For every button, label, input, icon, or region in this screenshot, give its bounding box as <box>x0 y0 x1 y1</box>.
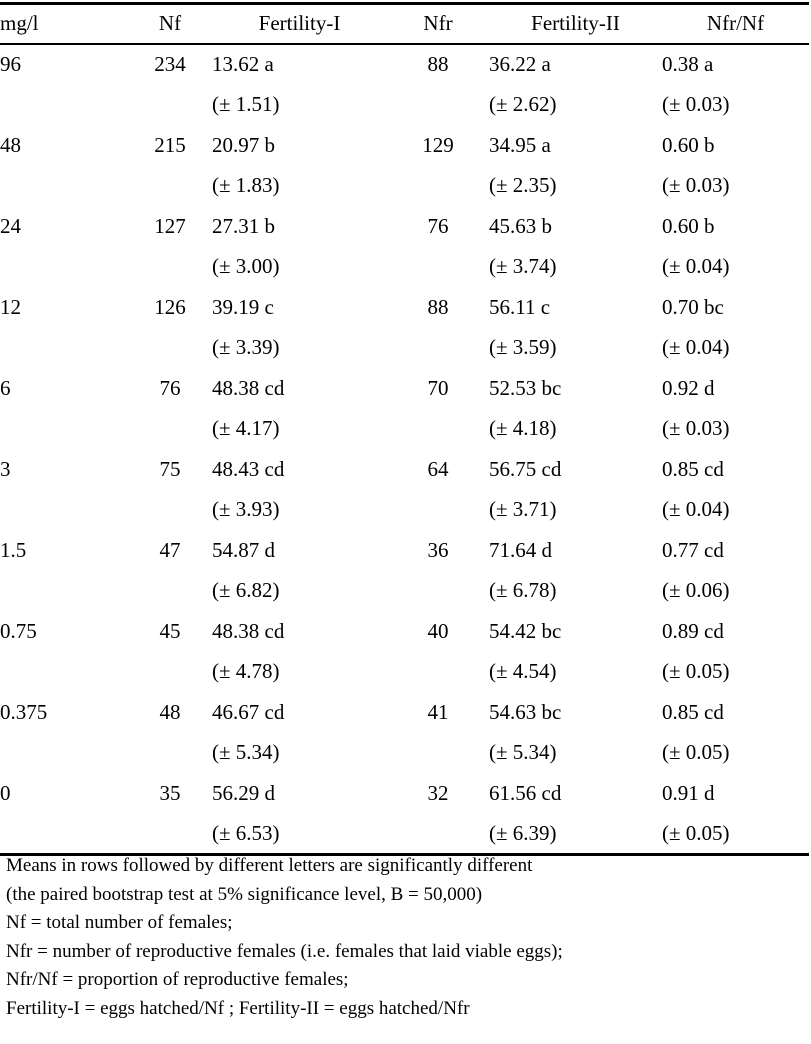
note-line: Nfr/Nf = proportion of reproductive females; <box>6 969 349 990</box>
cell-ratio-se: (± 0.03) <box>662 173 730 198</box>
cell-ratio-se: (± 0.04) <box>662 497 730 522</box>
cell-fertility-2: 36.22 a <box>489 52 551 77</box>
header-mg: mg/l <box>0 4 128 44</box>
cell-nf: 234 <box>154 52 186 77</box>
cell-fertility-2-se: (± 5.34) <box>489 740 557 765</box>
cell-fertility-1-se: (± 3.00) <box>212 254 280 279</box>
cell-empty <box>387 409 489 450</box>
note-line: Nfr = number of reproductive females (i.e. females that laid viable eggs); <box>6 940 563 962</box>
table-row-se <box>0 85 809 126</box>
cell-nfr: 36 <box>427 537 449 562</box>
cell-fertility-2: 45.63 b <box>489 213 552 238</box>
fertility-table <box>0 4 809 856</box>
cell-fertility-2: 54.63 bc <box>489 699 562 724</box>
note-line: (the paired bootstrap test at 5% significance level, B = 50,000) <box>6 883 483 905</box>
table-row <box>0 449 809 490</box>
cell-fertility-2-se: (± 3.74) <box>489 254 557 279</box>
cell-empty <box>0 85 128 126</box>
cell-empty <box>0 652 128 693</box>
cell-empty <box>387 733 489 774</box>
cell-ratio: 0.70 bc <box>662 294 724 319</box>
cell-mg: 96 <box>0 52 21 77</box>
table-row <box>0 368 809 409</box>
cell-nfr: 76 <box>427 213 449 238</box>
cell-fertility-2-se: (± 4.54) <box>489 659 557 684</box>
cell-fertility-1: 20.97 b <box>212 132 275 157</box>
cell-nf: 48 <box>159 699 181 724</box>
cell-empty <box>128 328 212 369</box>
cell-ratio-se: (± 0.05) <box>662 814 809 855</box>
cell-empty <box>387 247 489 288</box>
cell-fertility-1: 48.38 cd <box>212 618 285 643</box>
cell-empty <box>0 247 128 288</box>
cell-fertility-2: 34.95 a <box>489 132 551 157</box>
cell-empty <box>0 166 128 207</box>
header-nf: Nf <box>128 4 212 44</box>
table-notes <box>6 852 806 1023</box>
cell-mg: 0.75 <box>0 618 37 643</box>
cell-fertility-1-se: (± 6.82) <box>212 578 280 603</box>
table-row-se <box>0 490 809 531</box>
table-row <box>0 206 809 247</box>
note-line: Means in rows followed by different letters are significantly different <box>6 855 533 876</box>
cell-ratio: 0.85 cd <box>662 456 724 481</box>
table-row-se <box>0 166 809 207</box>
cell-ratio: 0.89 cd <box>662 618 724 643</box>
table-header-row <box>0 4 809 44</box>
cell-fertility-1-se: (± 4.78) <box>212 659 280 684</box>
cell-mg: 48 <box>0 132 21 157</box>
cell-nf: 76 <box>159 375 181 400</box>
cell-fertility-1: 13.62 a <box>212 52 274 77</box>
table-row <box>0 530 809 571</box>
cell-nfr: 88 <box>427 294 449 319</box>
cell-empty <box>0 733 128 774</box>
cell-fertility-2-se: (± 6.78) <box>489 578 557 603</box>
table-row-se <box>0 409 809 450</box>
cell-fertility-2-se: (± 6.39) <box>489 814 662 855</box>
cell-empty <box>128 166 212 207</box>
table-row-se <box>0 328 809 369</box>
cell-empty <box>128 85 212 126</box>
cell-fertility-2-se: (± 2.35) <box>489 173 557 198</box>
cell-fertility-1-se: (± 6.53) <box>212 814 387 855</box>
cell-fertility-1: 27.31 b <box>212 213 275 238</box>
cell-ratio-se: (± 0.05) <box>662 659 730 684</box>
cell-empty <box>387 814 489 855</box>
cell-nf: 75 <box>159 456 181 481</box>
note-line: Nf = total number of females; <box>6 912 233 933</box>
cell-empty <box>128 814 212 855</box>
cell-nfr: 64 <box>427 456 449 481</box>
cell-nfr: 40 <box>427 618 449 643</box>
cell-fertility-1-se: (± 4.17) <box>212 416 280 441</box>
cell-fertility-2: 56.11 c <box>489 294 551 319</box>
cell-fertility-1: 46.67 cd <box>212 699 285 724</box>
cell-ratio-se: (± 0.04) <box>662 335 730 360</box>
table-body <box>0 44 809 854</box>
cell-ratio: 0.38 a <box>662 52 714 77</box>
cell-empty <box>0 409 128 450</box>
cell-empty <box>0 814 128 855</box>
cell-fertility-2-se: (± 3.71) <box>489 497 557 522</box>
cell-fertility-1: 48.43 cd <box>212 456 285 481</box>
cell-nfr: 70 <box>427 375 449 400</box>
cell-nf: 126 <box>154 294 186 319</box>
cell-nfr: 32 <box>427 780 449 805</box>
cell-fertility-1-se: (± 1.83) <box>212 173 280 198</box>
cell-fertility-2: 52.53 bc <box>489 375 562 400</box>
cell-mg: 6 <box>0 375 11 400</box>
cell-fertility-2-se: (± 4.18) <box>489 416 557 441</box>
cell-empty <box>387 571 489 612</box>
table-row-se <box>0 733 809 774</box>
cell-ratio-se: (± 0.04) <box>662 254 730 279</box>
cell-fertility-1: 39.19 c <box>212 294 274 319</box>
cell-fertility-1-se: (± 3.39) <box>212 335 280 360</box>
cell-fertility-1: 54.87 d <box>212 537 275 562</box>
cell-mg: 24 <box>0 213 21 238</box>
cell-empty <box>387 328 489 369</box>
cell-empty <box>128 652 212 693</box>
cell-empty <box>128 571 212 612</box>
cell-mg: 3 <box>0 456 11 481</box>
header-nfr: Nfr <box>387 4 489 44</box>
cell-ratio-se: (± 0.06) <box>662 578 730 603</box>
cell-ratio-se: (± 0.03) <box>662 416 730 441</box>
table-row-se <box>0 814 809 855</box>
cell-nf: 45 <box>159 618 181 643</box>
cell-fertility-2: 56.75 cd <box>489 456 562 481</box>
cell-fertility-2-se: (± 3.59) <box>489 335 557 360</box>
cell-ratio: 0.77 cd <box>662 537 724 562</box>
cell-mg: 0.375 <box>0 699 48 724</box>
cell-nfr: 88 <box>427 52 449 77</box>
cell-nfr: 41 <box>427 699 449 724</box>
cell-nf: 35 <box>159 780 181 805</box>
cell-fertility-1-se: (± 3.93) <box>212 497 280 522</box>
cell-empty <box>128 247 212 288</box>
header-ratio: Nfr/Nf <box>662 4 809 44</box>
cell-ratio: 0.92 d <box>662 375 715 400</box>
table-row <box>0 44 809 85</box>
cell-fertility-1: 56.29 d <box>212 780 275 805</box>
cell-empty <box>128 409 212 450</box>
header-fertility-1: Fertility-I <box>212 4 387 44</box>
cell-nf: 215 <box>154 132 186 157</box>
header-fertility-2: Fertility-II <box>489 4 662 44</box>
cell-empty <box>128 733 212 774</box>
cell-nf: 47 <box>159 537 181 562</box>
cell-fertility-2: 61.56 cd <box>489 780 562 805</box>
table-row-se <box>0 571 809 612</box>
cell-nfr: 129 <box>422 132 454 157</box>
cell-fertility-1-se: (± 1.51) <box>212 92 280 117</box>
cell-fertility-2: 71.64 d <box>489 537 552 562</box>
cell-ratio: 0.60 b <box>662 213 715 238</box>
table-row <box>0 611 809 652</box>
table-row <box>0 287 809 328</box>
cell-empty <box>0 571 128 612</box>
cell-ratio: 0.91 d <box>662 780 715 805</box>
cell-ratio-se: (± 0.05) <box>662 740 730 765</box>
table-row-se <box>0 652 809 693</box>
cell-mg: 0 <box>0 780 11 805</box>
cell-empty <box>0 328 128 369</box>
cell-empty <box>387 490 489 531</box>
cell-empty <box>387 166 489 207</box>
cell-ratio: 0.60 b <box>662 132 715 157</box>
cell-ratio-se: (± 0.03) <box>662 92 730 117</box>
cell-mg: 1.5 <box>0 537 27 562</box>
cell-empty <box>0 490 128 531</box>
table-row <box>0 773 809 814</box>
cell-empty <box>387 85 489 126</box>
cell-fertility-1-se: (± 5.34) <box>212 740 280 765</box>
cell-empty <box>387 652 489 693</box>
table-row-se <box>0 247 809 288</box>
cell-ratio: 0.85 cd <box>662 699 724 724</box>
cell-fertility-1: 48.38 cd <box>212 375 285 400</box>
table-row <box>0 692 809 733</box>
cell-fertility-2-se: (± 2.62) <box>489 92 557 117</box>
table-row <box>0 125 809 166</box>
cell-fertility-2: 54.42 bc <box>489 618 562 643</box>
cell-empty <box>128 490 212 531</box>
note-line: Fertility-I = eggs hatched/Nf ; Fertility-II = eggs hatched/Nfr <box>6 997 470 1019</box>
cell-mg: 12 <box>0 294 21 319</box>
cell-nf: 127 <box>154 213 186 238</box>
